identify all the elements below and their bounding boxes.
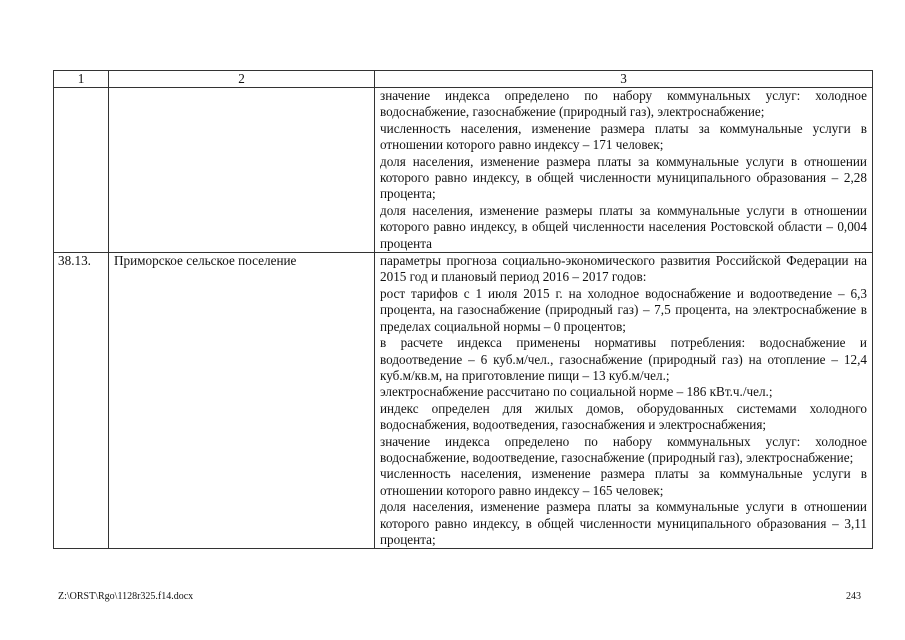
row-description (375, 88, 873, 253)
description-paragraph: рост тарифов с 1 июля 2015 г. на холодное водоснабжение и водоотведение – 6,3 процента, на газоснабжение (природный газ) – 7,5 процента, на электроснабжение в пределах социальной нормы – 0 процентов; (380, 285, 867, 334)
row-description (375, 253, 873, 549)
description-paragraph: доля населения, изменение размера платы за коммунальные услуги в отношении которого равно индексу, в общей численности муниципального образования – 3,11 процента; (380, 499, 867, 547)
table-row (54, 253, 873, 549)
page-number: 243 (846, 591, 861, 602)
row-number (54, 88, 109, 253)
document-table (53, 70, 873, 549)
description-paragraph: доля населения, изменение размеры платы за коммунальные услуги в отношении которого равно индексу, в общей численности населения Ростовской области – 0,004 процента (380, 202, 867, 251)
description-paragraph: значение индекса определено по набору коммунальных услуг: холодное водоснабжение, водоотведение, газоснабжение (природный газ), электроснабжение; (380, 433, 867, 465)
header-col-1: 1 (54, 71, 109, 88)
header-col-3: 3 (375, 71, 873, 88)
description-paragraph: параметры прогноза социально-экономического развития Российской Федерации на 2015 год и плановый период 2016 – 2017 годов: (380, 253, 867, 285)
description-paragraph: численность населения, изменение размера платы за коммунальные услуги в отношении которого равно индексу – 171 человек; (380, 120, 867, 153)
description-paragraph: доля населения, изменение размера платы за коммунальные услуги в отношении которого равно индексу, в общей численности муниципального образования – 2,28 процента; (380, 153, 867, 202)
row-name (109, 88, 375, 253)
description-paragraph: в расчете индекса применены нормативы потребления: водоснабжение и водоотведение – 6 куб.м/чел., газоснабжение (природный газ) на отопление – 12,4 куб.м/кв.м, на приготовление пищи – 13 куб.м/чел.; (380, 335, 867, 383)
table-header-row (54, 71, 873, 88)
description-paragraph: численность населения, изменение размера платы за коммунальные услуги в отношении которого равно индексу – 165 человек; (380, 466, 867, 498)
description-paragraph: индекс определен для жилых домов, оборудованных системами холодного водоснабжения, водоотведения, газоснабжения и электроснабжения; (380, 400, 867, 433)
description-paragraph: электроснабжение рассчитано по социальной норме – 186 кВт.ч./чел.; (380, 384, 773, 400)
row-name: Приморское сельское поселение (109, 253, 375, 549)
footer-file-path: Z:\ORST\Rgo\1128r325.f14.docx (58, 591, 194, 602)
table-row (54, 88, 873, 253)
header-col-2: 2 (109, 71, 375, 88)
row-number: 38.13. (54, 253, 109, 549)
description-paragraph: значение индекса определено по набору коммунальных услуг: холодное водоснабжение, газоснабжение (природный газ), электроснабжение; (380, 88, 867, 120)
